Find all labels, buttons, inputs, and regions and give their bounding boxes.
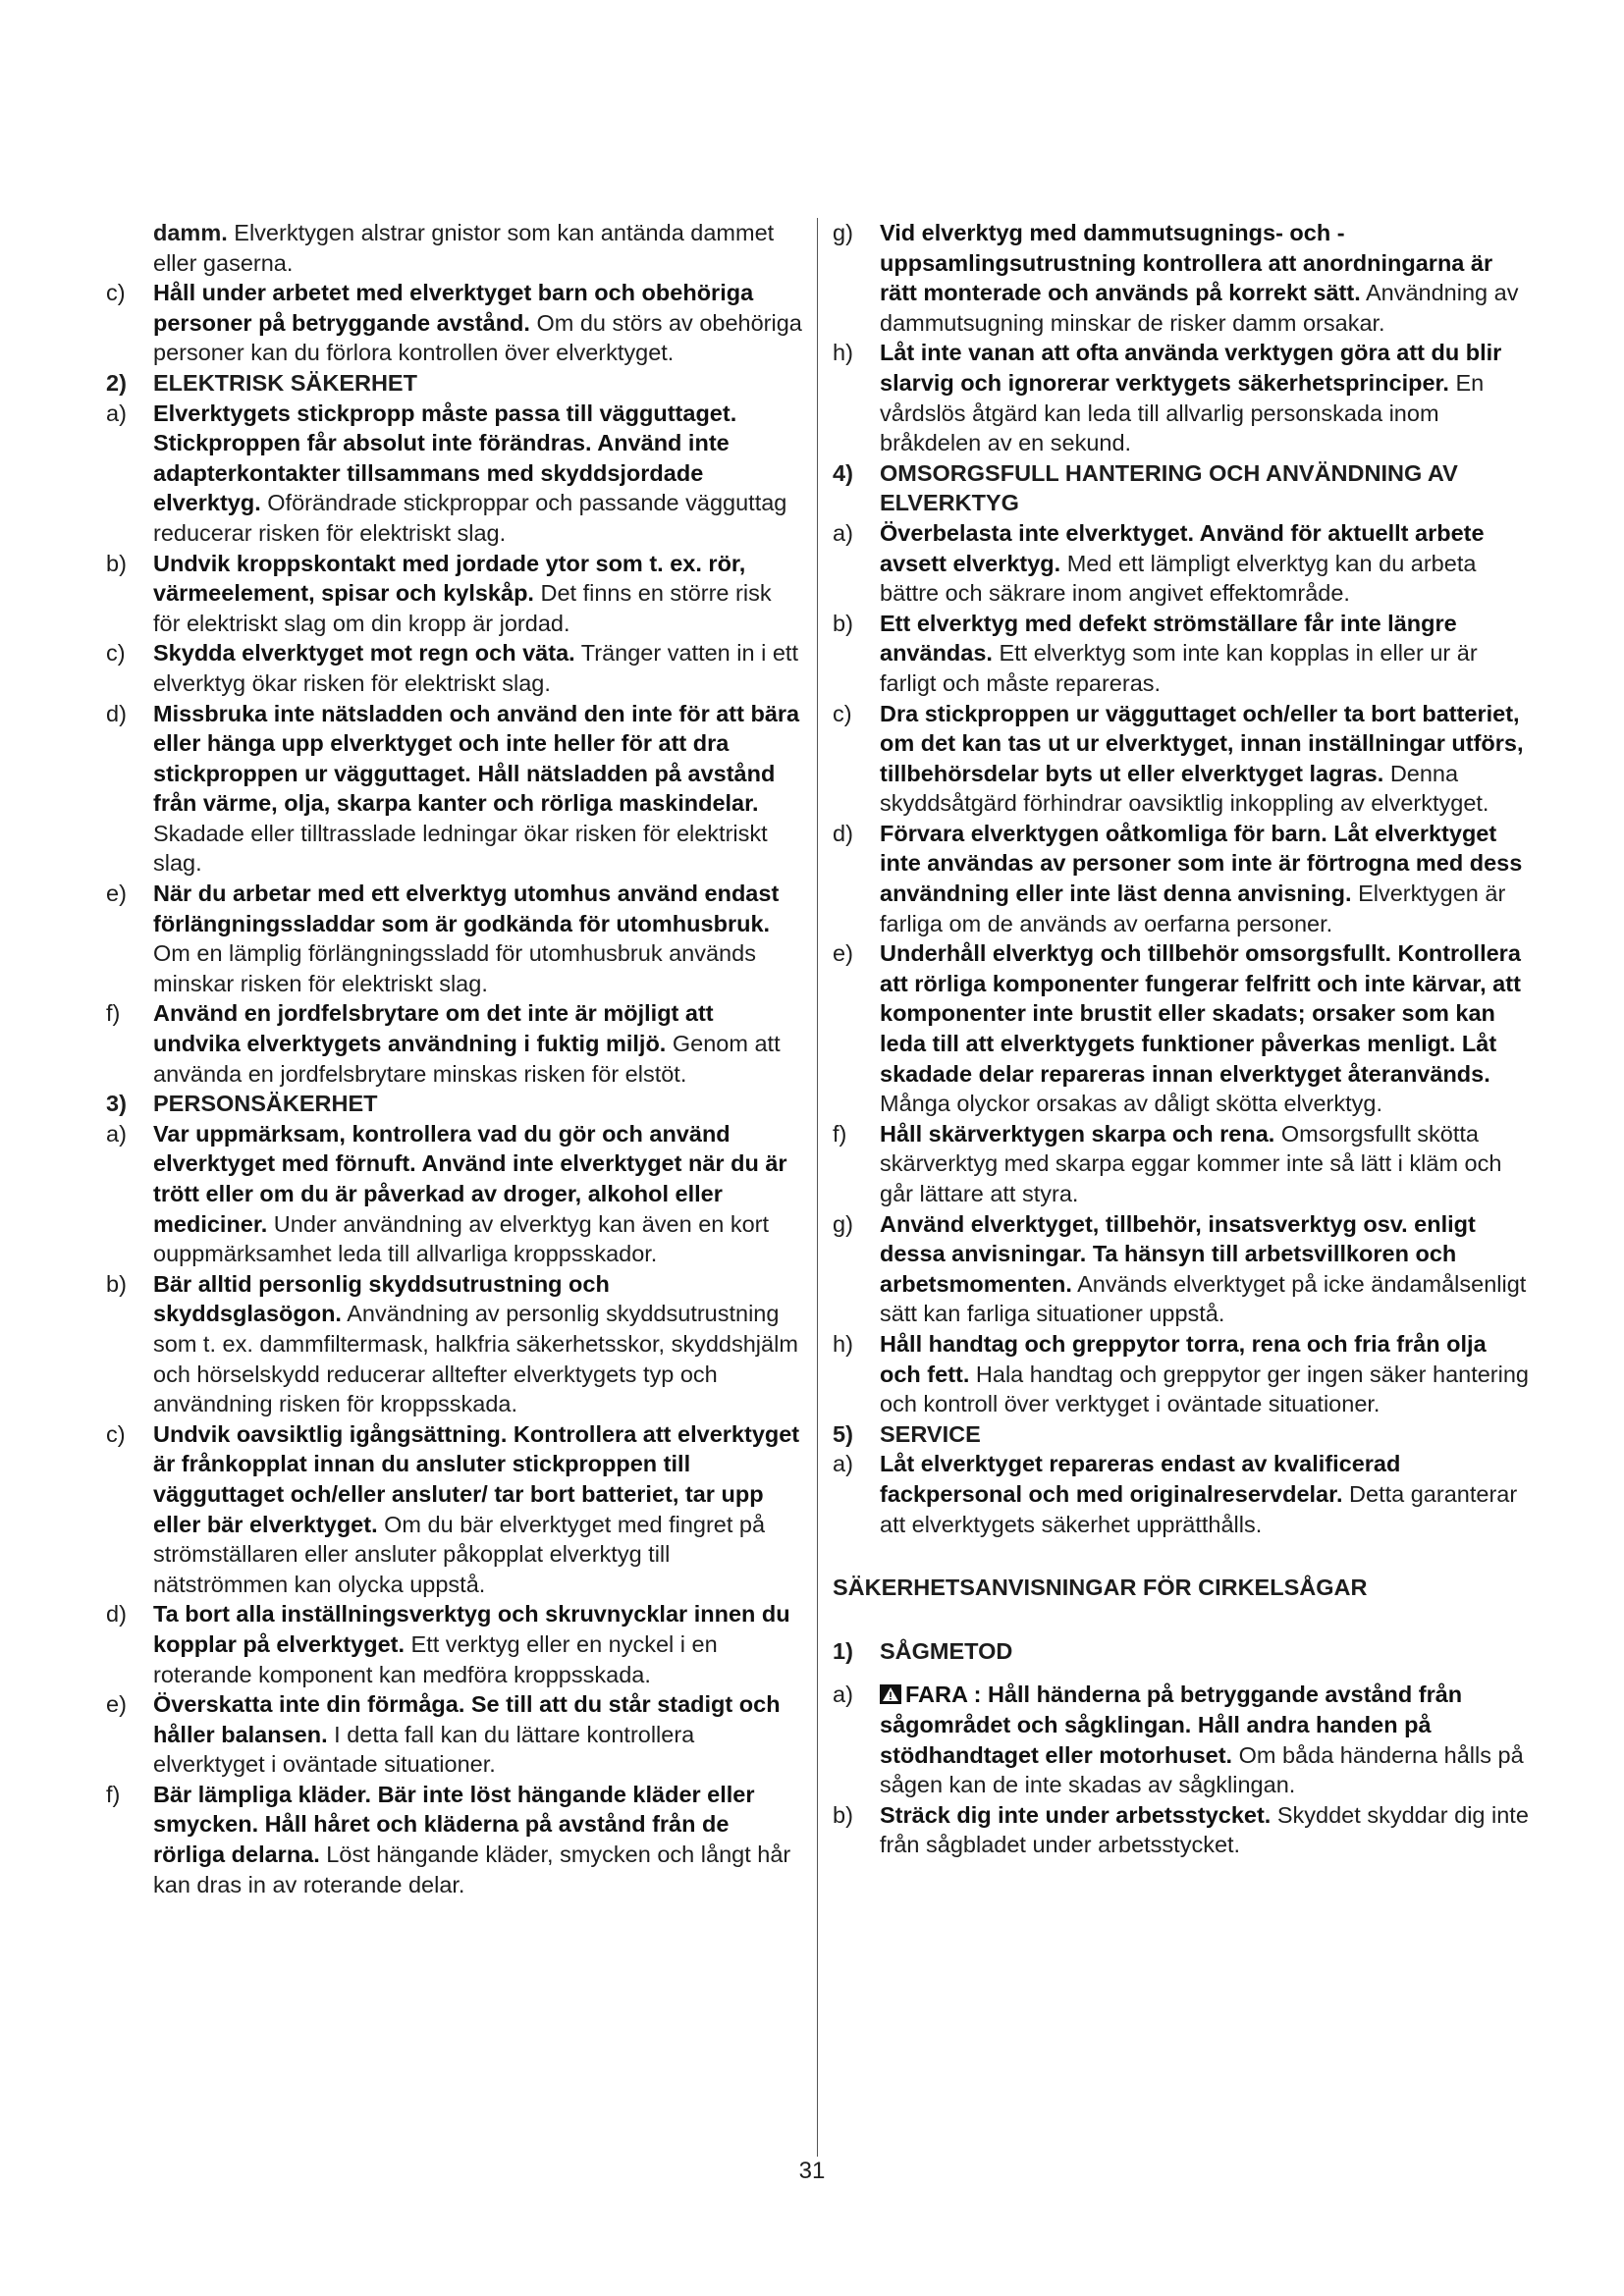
list-item-text: Ett elverktyg som inte kan kopplas in eller ur är farligt och måste repareras. — [880, 640, 1478, 696]
list-item-text: En vårdslös åtgärd kan leda till allvarlig personskada inom bråkdelen av en sekund. — [880, 369, 1485, 456]
list-item-text: Användning av personlig skyddsutrustning som t. ex. dammfiltermask, halkfria säkerhetsskor, skyddshjälm och hörselskydd reducerar alltefter elverktygets typ och användning risken för kroppsskada. — [153, 1301, 798, 1417]
list-item-text: Denna skyddsåtgärd förhindrar oavsiktlig inkoppling av elverktyget. — [880, 760, 1489, 817]
section-title — [833, 458, 1532, 518]
list-item — [833, 938, 1532, 1119]
list-item-label: d) — [106, 1601, 127, 1628]
list-item — [106, 1780, 803, 1899]
list-item-bold-text: Var uppmärksam, kontrollera vad du gör och använd elverktyget med förnuft. Använd inte elverktyget när du är trött eller om du är påverkad av droger, alkohol eller mediciner. — [153, 1120, 787, 1237]
warning-icon — [880, 1684, 901, 1704]
list-item-text: Skadade eller tilltrasslade ledningar ökar risken för elektriskt slag. — [153, 820, 768, 877]
section-heading: SÄKERHETSANVISNINGAR FÖR CIRKELSÅGAR — [833, 1575, 1368, 1601]
list-item — [106, 1689, 803, 1780]
right-column — [833, 218, 1532, 1860]
list-item-label: d) — [833, 820, 853, 846]
list-item-text: Ett verktyg eller en nyckel i en roterande komponent kan medföra kroppsskada. — [153, 1630, 718, 1687]
list-item — [833, 609, 1532, 699]
list-item — [833, 819, 1532, 938]
section-number: 1) — [833, 1637, 853, 1664]
list-item — [833, 218, 1532, 338]
list-item-text: Löst hängande kläder, smycken och långt hår kan dras in av roterande delar. — [153, 1842, 791, 1897]
list-item-label: f) — [106, 1000, 121, 1027]
list-item-text: Elverktygen är farliga om de används av oerfarna personer. — [880, 881, 1506, 936]
list-item — [106, 1419, 803, 1600]
page-number: 31 — [798, 2158, 826, 2184]
section-title — [833, 1419, 1532, 1450]
list-item — [106, 399, 803, 549]
list-item-label: f) — [106, 1781, 121, 1807]
list-item-text: Omsorgsfullt skötta skärverktyg med skarpa eggar kommer inte så lätt i kläm och går lättare att styra. — [880, 1120, 1502, 1206]
list-item-label: c) — [106, 640, 126, 667]
list-item-label: a) — [106, 1120, 127, 1147]
list-item — [833, 1329, 1532, 1419]
list-item-label: g) — [833, 220, 853, 245]
list-item-bold-text: Låt inte vanan att ofta använda verktygen göra att du blir slarvig och ignorerar verktygets säkerhetsprinciper. — [880, 340, 1502, 396]
list-item-bold-text: Håll under arbetet med elverktyget barn och obehöriga personer på betryggande avstånd. — [153, 280, 754, 336]
list-item-bold-text: Håll skärverktygen skarpa och rena. — [880, 1120, 1275, 1147]
list-item-bold-text: Dra stickproppen ur vägguttaget och/eller ta bort batteriet, om det kan tas ut ur elverktyget, innan inställningar utförs, tillbehörsdelar byts ut eller elverktyget lagras. — [880, 700, 1524, 786]
list-item — [106, 699, 803, 880]
list-item-text: Detta garanterar att elverktygets säkerhet upprätthålls. — [880, 1480, 1518, 1537]
list-item-label: c) — [833, 700, 852, 726]
section-title-text: ELEKTRISK SÄKERHET — [153, 369, 417, 396]
list-item — [106, 638, 803, 698]
list-item-bold-text: Överskatta inte din förmåga. Se till att du står stadigt och håller balansen. — [153, 1691, 781, 1747]
list-item — [833, 1449, 1532, 1539]
list-item-text: Om en lämplig förlängningssladd för utomhusbruk används minskar risken för elektriskt slag. — [153, 940, 756, 996]
list-item-text: Genom att använda en jordfelsbrytare minskas risken för elstöt. — [153, 1031, 781, 1087]
list-item-bold-text: Ta bort alla inställningsverktyg och skruvnycklar innen du kopplar på elverktyget. — [153, 1601, 790, 1657]
list-item-label: a) — [833, 1451, 853, 1477]
list-item-label: a) — [833, 1682, 853, 1708]
list-item-label: c) — [106, 1420, 126, 1447]
list-item-text: Används elverktyget på icke ändamålsenligt sätt kan farliga situationer uppstå. — [880, 1270, 1527, 1327]
list-item-text: Skyddet skyddar dig inte från sågbladet under arbetsstycket. — [880, 1801, 1529, 1858]
list-item — [833, 1119, 1532, 1209]
list-item-text: I detta fall kan du lättare kontrollera elverktyget i oväntade situationer. — [153, 1721, 695, 1778]
list-item-text: Det finns en större risk för elektriskt slag om din kropp är jordad. — [153, 580, 772, 636]
list-item-bold-text: Förvara elverktygen oåtkomliga för barn. Låt elverktyget inte användas av personer som inte är förtrogna med dess användning eller inte läst denna anvisning. — [880, 820, 1523, 907]
danger-list-item — [833, 1680, 1532, 1799]
list-item-text: Om du störs av obehöriga personer kan du förlora kontrollen över elverktyget. — [153, 309, 802, 366]
list-item-label: c) — [106, 280, 126, 306]
list-item-text: Om du bär elverktyget med fingret på strömställaren eller ansluter påkopplat elverktyg till nätströmmen kan olycka uppstå. — [153, 1511, 766, 1597]
list-item-text: Under användning av elverktyg kan även en kort ouppmärksamhet leda till allvarliga kroppsskador. — [153, 1210, 770, 1267]
left-column — [106, 218, 803, 1899]
section-title-text: OMSORGSFULL HANTERING OCH ANVÄNDNING AV ELVERKTYG — [880, 459, 1458, 516]
list-item-bold-text: Skydda elverktyget mot regn och väta. — [153, 640, 575, 667]
section-number: 3) — [106, 1091, 127, 1117]
list-item-bold-text: Ett elverktyg med defekt strömställare får inte längre användas. — [880, 610, 1457, 667]
section-number: 2) — [106, 369, 127, 396]
list-item-label: e) — [106, 881, 127, 907]
paragraph-bold-text: damm. — [153, 220, 228, 245]
list-item-label: b) — [106, 550, 127, 576]
list-item-bold-text: Undvik oavsiktlig igångsättning. Kontrollera att elverktyget är frånkopplat innan du ansluter stickproppen till vägguttaget och/eller ansluter/ tar bort batteriet, tar upp eller bär elverktyget. — [153, 1420, 800, 1537]
list-item-bold-text: Sträck dig inte under arbetsstycket. — [880, 1801, 1272, 1828]
section-title — [833, 1636, 1532, 1667]
list-item — [106, 278, 803, 368]
list-item-bold-text: Överbelasta inte elverktyget. Använd för aktuellt arbete avsett elverktyg. — [880, 519, 1485, 576]
list-item — [106, 1119, 803, 1269]
list-item — [833, 518, 1532, 609]
section-number: 4) — [833, 459, 853, 486]
list-item-text: Många olyckor orsakas av dåligt skötta elverktyg. — [880, 1091, 1383, 1117]
list-item — [833, 1800, 1532, 1860]
column-divider — [817, 218, 818, 2157]
list-item-bold-text: Bär alltid personlig skyddsutrustning och skyddsglasögon. — [153, 1270, 610, 1327]
list-item-bold-text: När du arbetar med ett elverktyg utomhus använd endast förlängningssladdar som är godkända för utomhusbruk. — [153, 881, 780, 936]
section-number: 5) — [833, 1420, 853, 1447]
list-item-text: Om båda händerna hålls på sågen kan de inte skadas av sågklingan. — [880, 1741, 1524, 1798]
list-item-label: g) — [833, 1210, 853, 1237]
list-item — [833, 699, 1532, 819]
list-item-bold-text: Använd elverktyget, tillbehör, insatsverktyg osv. enligt dessa anvisningar. Ta hänsyn till arbetsvillkoren och arbetsmomenten. — [880, 1210, 1476, 1297]
list-item — [106, 879, 803, 998]
list-item-label: b) — [833, 610, 853, 636]
list-item-label: b) — [106, 1270, 127, 1297]
list-item-bold-text: Låt elverktyget repareras endast av kvalificerad fackpersonal och med originalreservdelar. — [880, 1451, 1401, 1507]
list-item-label: h) — [833, 340, 853, 366]
list-item-label: h) — [833, 1330, 853, 1357]
list-item-bold-text: Håll handtag och greppytor torra, rena och fria från olja och fett. — [880, 1330, 1487, 1387]
list-item-bold-text: Vid elverktyg med dammutsugnings- och -uppsamlingsutrustning kontrollera att anordningarna är rätt monterade och används på korrekt sätt. — [880, 220, 1493, 306]
list-item — [106, 1269, 803, 1419]
list-item-label: d) — [106, 700, 127, 726]
section-title-text: PERSONSÄKERHET — [153, 1091, 378, 1117]
list-item — [106, 1599, 803, 1689]
list-item-bold-text: Elverktygets stickpropp måste passa till vägguttaget. Stickproppen får absolut inte förändras. Använd inte adapterkontakter tillsammans med skyddsjordade elverktyg. — [153, 400, 737, 516]
list-item-bold-text: Missbruka inte nätsladden och använd den inte för att bära eller hänga upp elverktyget och inte heller för att dra stickproppen ur vägguttaget. Håll nätsladden på avstånd från värme, olja, skarpa kanter och rörliga maskindelar. — [153, 700, 800, 817]
list-item-bold-text: Använd en jordfelsbrytare om det inte är möjligt att undvika elverktygets användning i fuktig miljö. — [153, 1000, 714, 1057]
list-item-bold-text: Underhåll elverktyg och tillbehör omsorgsfullt. Kontrollera att rörliga komponenter fungerar felfritt och inte kärvar, att komponenter inte brustit eller skadats; orsaker som kan leda till att elverktygets funktioner påverkas menligt. Låt skadade delar repareras innan elverktyget återanvänds. — [880, 940, 1521, 1087]
list-item-label: f) — [833, 1120, 847, 1147]
section-title-text: SERVICE — [880, 1420, 981, 1447]
list-item — [833, 338, 1532, 457]
paragraph-text: Elverktygen alstrar gnistor som kan antända dammet eller gaserna. — [153, 220, 775, 276]
list-item-bold-text: Undvik kroppskontakt med jordade ytor som t. ex. rör, värmeelement, spisar och kylskåp. — [153, 550, 746, 607]
continued-paragraph — [106, 218, 803, 278]
list-item-label: a) — [106, 400, 127, 426]
list-item — [106, 549, 803, 639]
section-title-text: SÅGMETOD — [880, 1637, 1013, 1664]
list-item-text: Tränger vatten in i ett elverktyg ökar risken för elektriskt slag. — [153, 640, 798, 696]
list-item — [106, 998, 803, 1089]
section-title — [106, 1089, 803, 1119]
list-item-label: e) — [833, 940, 853, 967]
list-item — [833, 1209, 1532, 1329]
list-item-label: b) — [833, 1801, 853, 1828]
list-item-bold-text: Bär lämpliga kläder. Bär inte löst hängande kläder eller smycken. Håll håret och kläderna på avstånd från de rörliga delarna. — [153, 1781, 755, 1868]
list-item-text: Oförändrade stickproppar och passande vägguttag reducerar risken för elektriskt slag. — [153, 490, 787, 546]
list-item-label: a) — [833, 519, 853, 546]
list-item-text: Med ett lämpligt elverktyg kan du arbeta bättre och säkrare inom angivet effektområde. — [880, 550, 1477, 607]
list-item-text: Användning av dammutsugning minskar de risker damm orsakar. — [880, 280, 1519, 336]
list-item-label: e) — [106, 1691, 127, 1718]
list-item-bold-text: FARA : Håll händerna på betryggande avstånd från sågområdet och sågklingan. Håll andra handen på stödhandtaget eller motorhuset. — [880, 1682, 1463, 1768]
list-item-text: Hala handtag och greppytor ger ingen säker hantering och kontroll över verktyget i oväntade situationer. — [880, 1361, 1529, 1417]
section-title — [106, 368, 803, 399]
